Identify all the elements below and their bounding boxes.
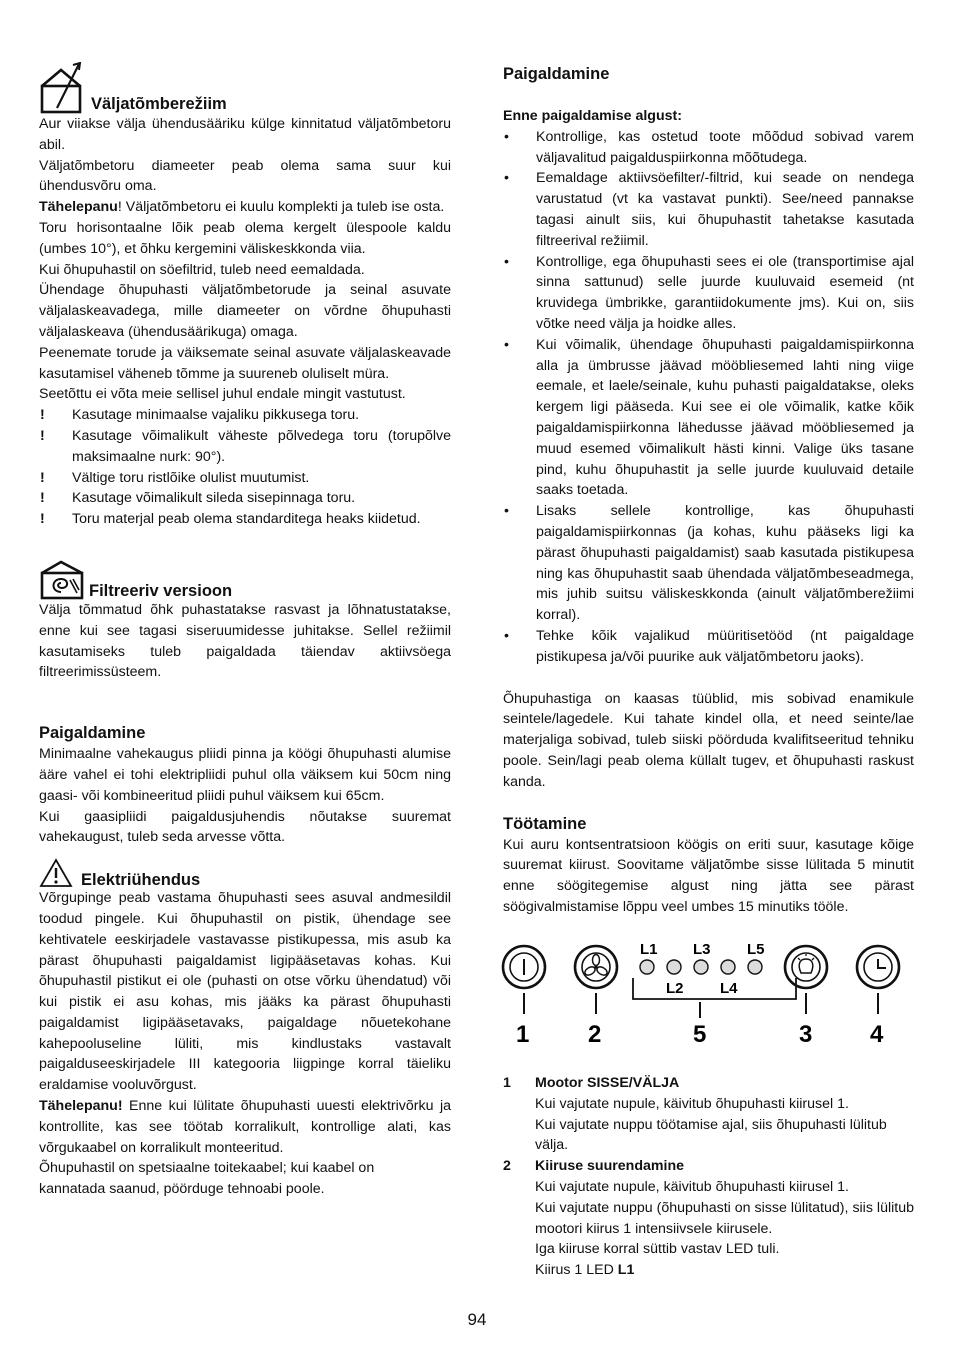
fan-button-icon [575,946,617,988]
control-panel-diagram [500,938,920,1050]
paragraph: Kiirus 1 LED L1 [535,1262,635,1279]
led-bracket [633,978,796,999]
led-light [721,960,735,974]
list-item: 2 Kiiruse suurendamine [503,1158,685,1175]
led-light [694,960,708,974]
left-column [39,0,451,1200]
paragraph: Tähelepanu! Väljatõmbetoru ei kuulu komplekti ja tuleb ise osta. [39,199,445,216]
electrical-heading-row [39,858,451,888]
paragraph: Aur viiakse välja ühendusääriku külge kinnitatud väljatõmbetoru abil. [39,116,451,153]
callout-number: 5 [693,1021,707,1048]
paragraph: Kui õhupuhastil on söefiltrid, tuleb need eemaldada. [39,261,365,278]
list-item: ! Vältige toru ristlõike olulist muutumist. [40,469,310,486]
paragraph: Kui gaasipliidi paigaldusjuhendis nõutakse suuremat vahekaugust, tuleb seda arvesse võtta. [39,808,451,846]
paragraph: Kui auru kontsentratsioon köögis on eriti suur, kasutage kõige suuremat kiirust. Soovitame väljatõmbe sisse lülitada 5 minutit enne söögitegemise algust ning jätta see pärast söögivalmistamise lõppu veel umbes 15 minutiks tööle. [503,836,914,915]
paragraph: Peenemate torude ja väiksemate seinal asuvate väljalaskeavade kasutamisel väheneb tõmme ja suureneb oluliselt müra. [39,344,451,382]
right-column [503,0,914,918]
section-heading: Elektriühendus [81,871,201,890]
section-heading: Paigaldamine [503,65,610,83]
paragraph: Iga kiiruse korral süttib vastav LED tuli. [535,1241,780,1258]
led-label: L2 [666,980,684,997]
paragraph: Välja tõmmatud õhk puhastatakse rasvast ja lõhnatustatakse, enne kui see tagasi siseruumidesse juhitakse. Sellel režiimil kasutamiseks tuleb paigaldada täiendav aktiivsöega filtreerimissüsteem. [39,601,451,681]
paragraph: Seetõttu ei võta meie sellisel juhul endale mingit vastutust. [39,386,406,403]
warning-triangle-icon [39,858,73,888]
led-label: L5 [747,941,765,958]
callout-number: 1 [516,1021,530,1048]
subheading: Enne paigaldamise algust: [503,108,682,124]
paragraph: Kui vajutate nuppu (õhupuhasti on sisse lülitatud), siis lülitub mootori kiirus 1 intensiivsele kiirusele. [535,1199,914,1237]
led-light [748,960,762,974]
light-button-icon [785,946,827,988]
paragraph: Võrgupinge peab vastama õhupuhasti sees asuval andmesildil toodud pingele. Kui õhupuhastil on pistik, ühendage see kehtivatele eeskirjadele vastavasse pistikupessa, mis asub ka pärast õhupuhasti paigaldamist ligipääsetavas kohas. Kui õhupuhastil pistikut ei ole (puhasti on otse võrku ühendatud) või kui pistik ei asu kohas, mis jääks ka pärast õhupuhasti paigaldamist ligipääsetavaks, paigaldage nõuetekohane kahepooluseline lüliti, mis kindlustaks vastavalt paigalduseeskirjadele III kategooria liigpinge korral täieliku eraldamise vooluvõrgust. [39,890,451,1094]
section-heading: Väljatõmberežiim [91,95,227,113]
list-item: • Tehke kõik vajalikud müüritisetööd (nt paigaldage pistikupesa ja/või puurike auk väljatõmbetoru jaoks). [504,627,914,665]
section-heading: Töötamine [503,814,587,833]
timer-button-icon [857,946,899,988]
paragraph: Kui vajutate nuppu töötamise ajal, siis õhupuhasti lülitub välja. [535,1116,887,1154]
paragraph: Kui vajutate nupule, käivitub õhupuhasti kiirusel 1. [535,1178,849,1195]
power-button-icon [503,946,545,988]
led-light [640,960,654,974]
paragraph: Õhupuhastiga on kaasas tüüblid, mis sobivad enamikule seintele/lagedele. Kui tahate kindel olla, et need seinte/lae materjaliga sobivad, tuleb siiski pöörduda kvalifitseeritud tehniku poole. Sein/lagi peab olema küllalt tugev, et õhupuhasti raskust kanda. [503,690,914,790]
list-item: 1 Mootor SISSE/VÄLJA [503,1075,680,1091]
button-descriptions [503,1073,914,1281]
list-item: ! Toru materjal peab olema standarditega heaks kiidetud. [40,511,421,528]
section-heading: Paigaldamine [39,724,146,743]
list-item: • Kontrollige, kas ostetud toote mõõdud sobivad varem väljavalitud paigalduspiirkonna mõõtudega. [504,128,914,166]
led-label: L3 [693,941,711,958]
list-item: ! Kasutage minimaalse vajaliku pikkusega toru. [40,407,360,424]
paragraph: Kui vajutate nupule, käivitub õhupuhasti kiirusel 1. [535,1095,849,1112]
list-item: ! Kasutage võimalikult väheste põlvedega toru (torupõlve maksimaalne nurk: 90°). [40,427,451,465]
led-label: L1 [640,941,658,958]
led-label: L4 [720,980,738,997]
paragraph: Õhupuhastil on spetsiaalne toitekaabel; kui kaabel on kannatada saanud, pöörduge tehnoabi poole. [39,1160,375,1198]
paragraph: Toru horisontaalne lõik peab olema kergelt ülespoole kaldu (umbes 10°), et õhku kergemini väliskeskkonda viia. [39,219,451,257]
warning-label: Tähelepanu [39,199,118,216]
paragraph: Minimaalne vahekaugus pliidi pinna ja köögi õhupuhasti alumise ääre vahel ei tohi elektripliidi puhul olla väiksem kui 50cm ning gaasi- või kombineeritud pliidi puhul väiksem kui 65cm. [39,746,451,804]
list-item: • Kui võimalik, ühendage õhupuhasti paigaldamispiirkonna alla ja ümbrusse jäävad mööbliesemed lahti ning viige eemale, et laele/seinale, kuhu puhasti paigaldatakse, oleks kergem ligi pääseda. Kui see ei ole võimalik, katke kõik paigaldamispiirkonna lähedusse jäävad mööbliesemed ja muud esemed võimalikult hästi kinni. Valige üks tasane pind, kuhu õhupuhastit ja selle juurde kuuluvaid detaile saaks toetada. [504,336,914,499]
led-light [667,960,681,974]
callout-number: 2 [588,1021,602,1048]
paragraph: Ühendage õhupuhasti väljatõmbetorude ja seinal asuvate väljalaskeavadega, mille diameeter on võrdne õhupuhasti väljalaskeava (ühendusäärikuga) omaga. [39,282,451,340]
section-heading: Filtreeriv versioon [89,581,233,600]
list-item: • Lisaks sellele kontrollige, kas õhupuhasti paigaldamispiirkonnas (ja kohas, kuhu pääseks ligi ka pärast õhupuhasti paigaldamist) saab kasutada pistikupesa ning kas õhupuhastit saab ühendada väljatõmbeseadmega, mis juhib suitsu väliskeskkonda (ainult väljatõmberežiimi korral). [504,503,914,624]
page-number: 94 [467,1310,487,1329]
callout-number: 4 [870,1021,884,1048]
paragraph: Tähelepanu! Enne kui lülitate õhupuhasti uuesti elektrivõrku ja kontrollite, kas see töötab korralikult, kontrollige alati, kas võrgukaabel on korralikult monteeritud. [39,1098,451,1156]
list-item: ! Kasutage võimalikult sileda sisepinnaga toru. [40,490,356,507]
list-item: • Eemaldage aktiivsöefilter/-filtrid, kui seade on nendega varustatud (vt ka vastavat punkti). See/need pannakse tagasi ainult siis, kui õhupuhastit tahetakse kasutada filtreerival režiimil. [504,170,914,249]
house-exhaust-icon [39,62,85,114]
callout-number: 3 [799,1021,813,1048]
paragraph: Väljatõmbetoru diameeter peab olema sama suur kui ühendusvõru oma. [39,157,451,195]
house-filter-icon [39,560,85,600]
warning-label: Tähelepanu! [39,1098,123,1115]
exhaust-heading-row [39,62,451,114]
list-item: • Kontrollige, ega õhupuhasti sees ei ole (transportimise ajal sinna sattunud) selle juurde kuuluvaid esemeid (nt kruvidega ümbrikke, garantiidokumente jms). Kui on, siis võtke need välja ja hoidke alles. [504,253,914,332]
filter-heading-row [39,560,451,600]
